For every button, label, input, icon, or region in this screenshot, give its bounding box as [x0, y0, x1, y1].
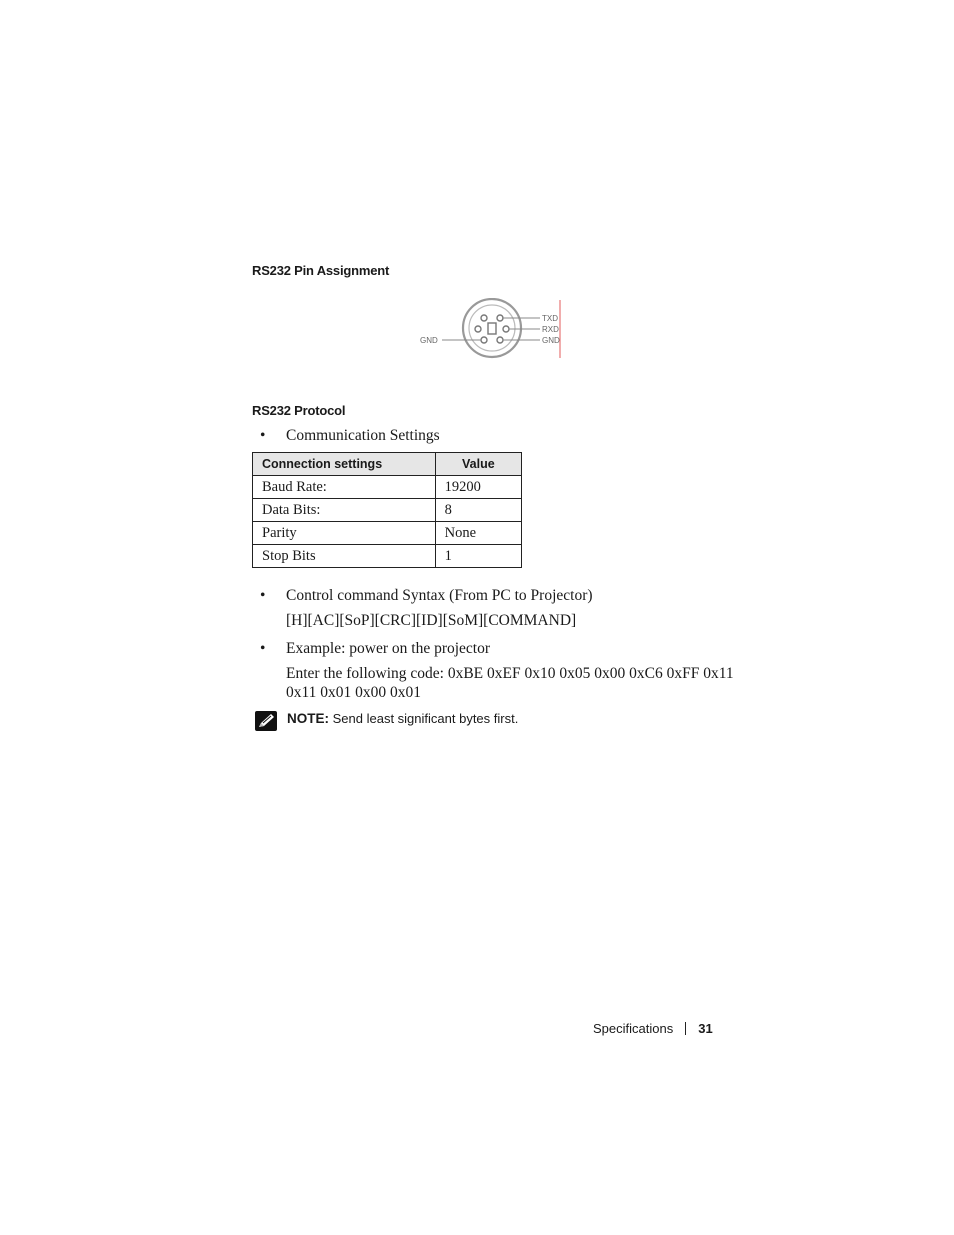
- example-code-line-1: Enter the following code: 0xBE 0xEF 0x10 0x05 0x00 0xC6 0xFF 0x11: [286, 665, 734, 682]
- pin-label-rxd: RXD: [542, 325, 559, 334]
- table-cell: 8: [435, 499, 521, 522]
- bullet-marker: •: [260, 427, 266, 444]
- table-cell: None: [435, 522, 521, 545]
- connection-settings-table: [252, 452, 522, 568]
- bullet-marker: •: [260, 587, 266, 604]
- table-row: [253, 499, 522, 522]
- rs232-pin-diagram: [418, 298, 564, 360]
- table-cell: Stop Bits: [253, 545, 436, 568]
- example-item: Example: power on the projector: [286, 640, 491, 657]
- page-footer: [593, 1021, 713, 1036]
- table-header-row: [253, 453, 522, 476]
- table-cell: Data Bits:: [253, 499, 436, 522]
- table-header-cell: Value: [435, 453, 521, 476]
- syntax-value: [H][AC][SoP][CRC][ID][SoM][COMMAND]: [286, 612, 577, 629]
- note-pencil-icon: [255, 711, 277, 731]
- footer-divider: [685, 1022, 686, 1035]
- syntax-item: Control command Syntax (From PC to Projector): [286, 587, 593, 604]
- bullet-marker: •: [260, 640, 266, 657]
- table-row: [253, 545, 522, 568]
- example-code-line-2: 0x11 0x01 0x00 0x01: [286, 684, 422, 701]
- pin-label-txd: TXD: [542, 314, 558, 323]
- table-cell: 1: [435, 545, 521, 568]
- note-label: NOTE:: [287, 711, 329, 726]
- connector-shape: [463, 299, 521, 357]
- table-row: [253, 476, 522, 499]
- pin-leader-lines: [442, 318, 540, 340]
- protocol-heading: RS232 Protocol: [252, 403, 346, 418]
- pin-label-gnd: GND: [542, 336, 560, 345]
- comm-settings-item: Communication Settings: [286, 427, 440, 444]
- table-cell: Parity: [253, 522, 436, 545]
- table-cell: Baud Rate:: [253, 476, 436, 499]
- note-text: Send least significant bytes first.: [332, 711, 519, 726]
- note: [287, 711, 518, 726]
- page-number: 31: [698, 1021, 713, 1036]
- pin-label-gnd-left: GND: [420, 336, 438, 345]
- footer-section: Specifications: [593, 1021, 674, 1036]
- pin-assignment-heading: RS232 Pin Assignment: [252, 263, 390, 278]
- table-header-cell: Connection settings: [253, 453, 436, 476]
- table-row: [253, 522, 522, 545]
- table-cell: 19200: [435, 476, 521, 499]
